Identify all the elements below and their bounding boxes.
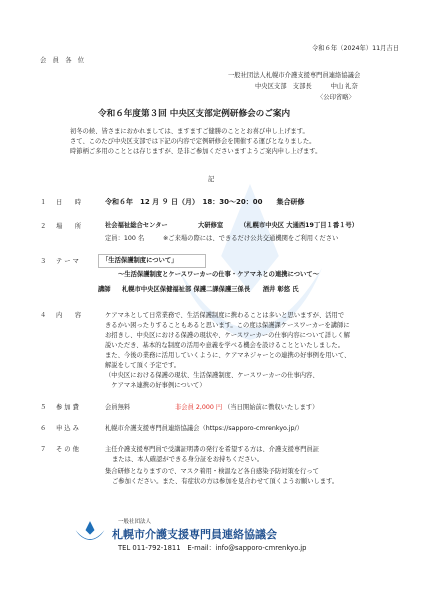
capacity: 定員：100 名 — [105, 235, 145, 242]
item-number: ５ — [40, 404, 47, 411]
theme-subtitle: 〜生活保護制度とケースワーカーの仕事・ケアマネとの連携について〜 — [118, 271, 319, 278]
item-label: テ ー マ — [56, 258, 79, 265]
item-label: 参 加 費 — [56, 404, 79, 411]
footer-contact: TEL 011-792-1811 E-mail：info@sapporo-cmrenkyo.jp — [118, 544, 307, 552]
content-line: 説いただき、基本的な制度の活用や意義を学べる機会を設けることといたしました。 — [105, 342, 345, 349]
venue-name: 社会福祉総合センター — [105, 222, 168, 229]
datetime-value: 令和６年 12 月 ９ 日（月） 18：30〜20：00 集合研修 — [105, 198, 305, 206]
content-line: お招きし、中央区における保護の現状や、ケースワーカーの仕事内容について詳しく解 — [105, 332, 350, 339]
footer-org-type: 一般社団法人 — [118, 519, 152, 525]
fee-note: （当日開始前に徴収いたします） — [224, 404, 319, 411]
item-number: ２ — [40, 223, 47, 230]
sender-org: 一般社団法人札幌市介護支援専門員連絡協議会 — [228, 72, 361, 79]
intro-line: 時節柄ご多用のこととは存じますが、是非ご参加くださいますようご案内申し上げます。 — [70, 148, 322, 155]
item-number: ６ — [40, 425, 47, 432]
item-label: 申 込 み — [56, 425, 79, 432]
intro-line: 初冬の候、皆さまにおかれましては、ますますご健勝のこととお喜び申し上げます。 — [70, 128, 309, 135]
intro-line: さて、このたび中央区支部では下記の内容で定例研修会を開催する運びとなりました。 — [70, 138, 316, 145]
other-line: または、本人確認ができる身分証をお持ちください。 — [112, 456, 264, 463]
ki-marker: 記 — [208, 176, 215, 183]
page-title: 令和６年度第３回 中央区支部定例研修会のご案内 — [98, 109, 291, 119]
content-line: 解説をして頂く予定です。 — [105, 362, 181, 369]
seal-note: 〈公印省略〉 — [317, 94, 355, 101]
theme-title: 「生活保護制度について」 — [102, 257, 178, 264]
item-number: ７ — [40, 446, 47, 453]
item-label: 場 所 — [56, 223, 82, 230]
item-label: そ の 他 — [56, 446, 79, 453]
content-line: ケアマネ連携の好事例について） — [105, 382, 206, 389]
item-number: ３ — [40, 258, 47, 265]
addressee: 会 員 各 位 — [40, 57, 85, 64]
other-line: 集合研修となりますので、マスク着用・検温など各自感染予防対策を行って — [105, 468, 319, 475]
content-line: また、今後の業務に活用していくように、ケアマネジャーとの連携の好事例を用いて、 — [105, 352, 351, 359]
issue-date: 令和６年（2024年）11月吉日 — [311, 45, 399, 52]
item-number: ４ — [40, 312, 47, 319]
transport-note: ※ご来場の際には、できるだけ公共交通機関をご利用ください — [163, 235, 339, 242]
venue-address: （札幌市中央区 大通西19丁目１番１号） — [240, 222, 359, 229]
lecturer-label: 講師 — [98, 286, 111, 293]
content-line: （中央区における保護の現状、生活保護制度、ケースワーカーの仕事内容、 — [105, 372, 319, 379]
other-line: 主任介護支援専門員で受講証明書の発行を希望する方は、介護支援専門員証 — [105, 446, 320, 453]
content-line: ケアマネとして日常業務で、生活保護制度に携わることは多いと思いますが、活用で — [105, 312, 345, 319]
nonmember-fee: 非会員 2,000 円 — [175, 404, 223, 411]
item-number: １ — [40, 199, 47, 206]
application-link[interactable]: 札幌市介護支援専門員連絡協議会（https://sapporo-cmrenkyo.jp/） — [105, 425, 303, 432]
other-line: ご参加ください。また、有症状の方は参加を見合わせて頂くようお願いします。 — [112, 478, 339, 485]
footer-org-name: 札幌市介護支援専門員連絡協議会 — [112, 528, 277, 541]
association-logo-icon — [72, 519, 108, 543]
item-label: 内 容 — [56, 312, 82, 319]
content-line: きるかい困ったりすることもあると思います。この度は保護課ケースワーカーを講師に — [105, 322, 350, 329]
lecturer: 札幌市中央区保健福祉部 保護二課保護三係長 酒井 彰悠 氏 — [122, 286, 299, 293]
venue-room: 大研修室 — [198, 222, 224, 229]
member-fee: 会員無料 — [105, 404, 131, 411]
sender-branch: 中央区支部 支部長 中山 礼奈 — [255, 83, 358, 90]
item-label: 日 時 — [56, 199, 82, 206]
